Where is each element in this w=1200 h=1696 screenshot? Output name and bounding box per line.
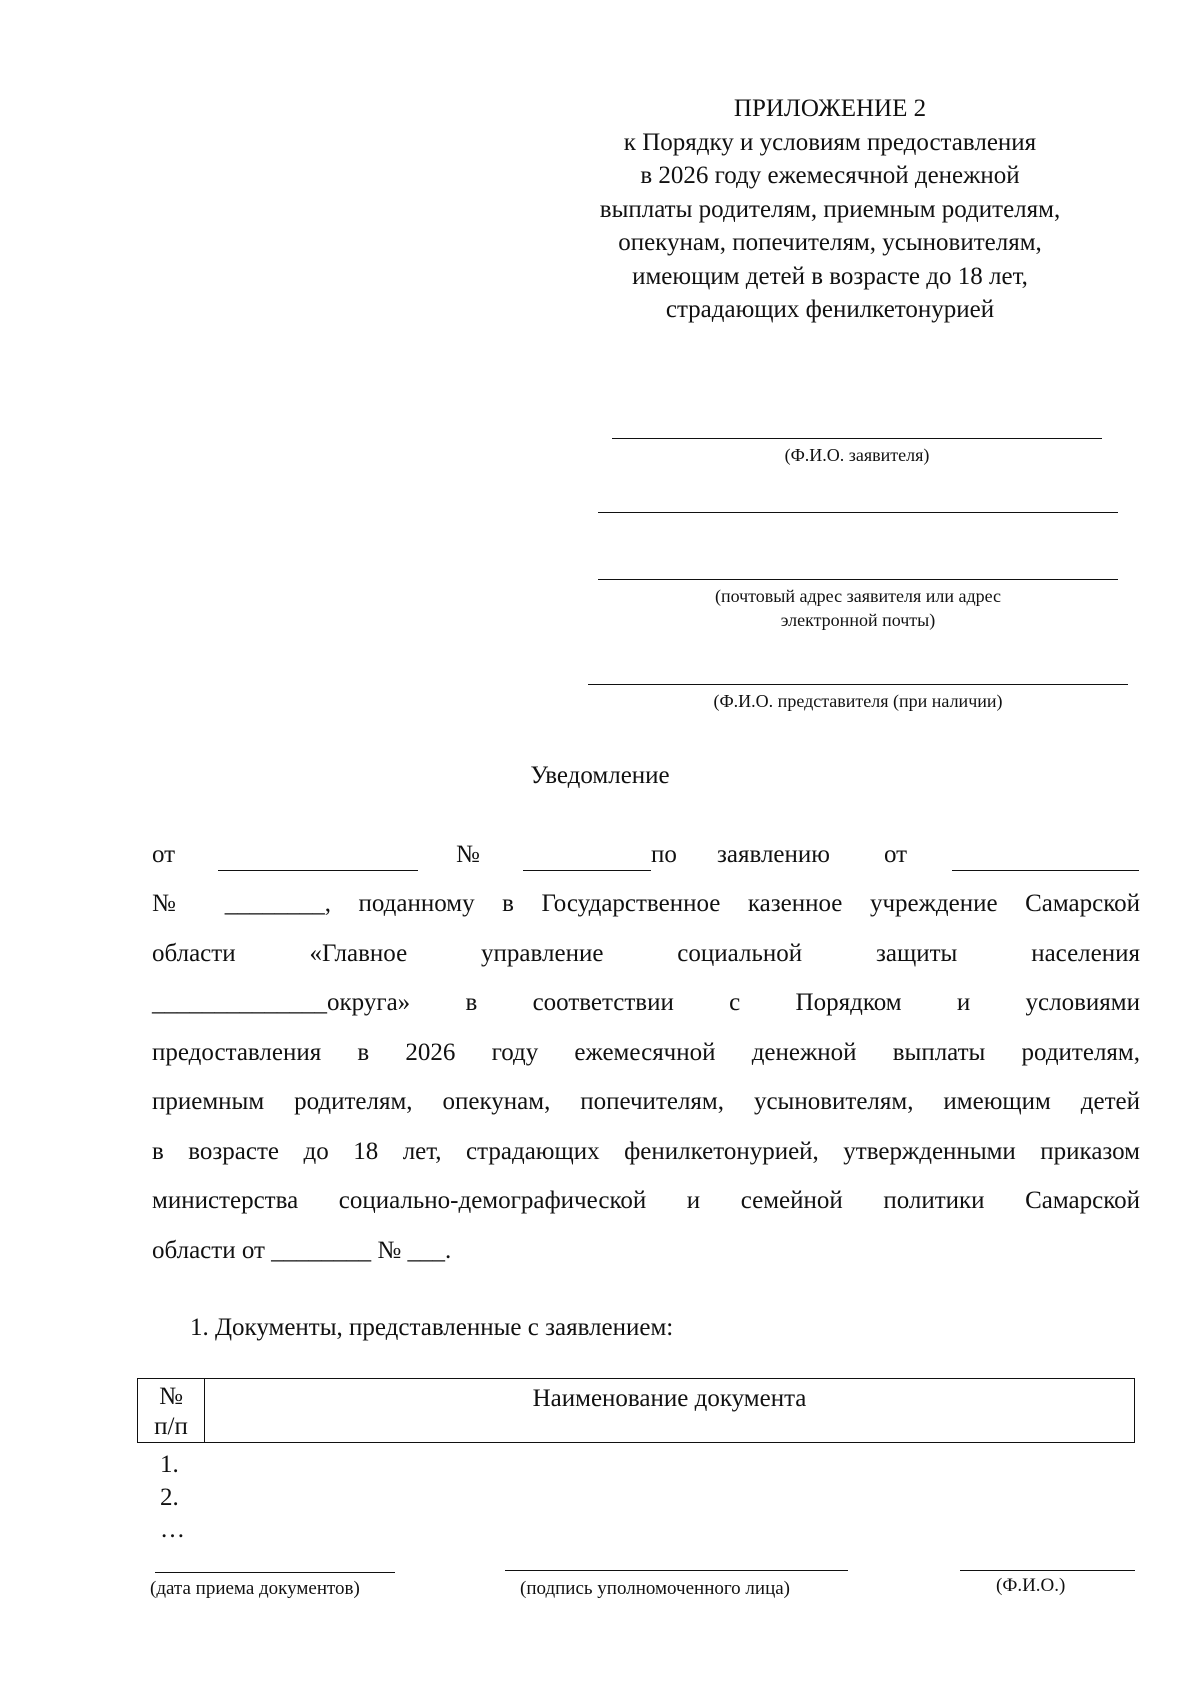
applicant-address-caption: (почтовый адрес заявителя или адрес электронной почты) [714,586,1002,630]
table-row: … [160,1516,185,1543]
table-row: 1. [160,1451,179,1478]
body-word: № [456,841,480,868]
appendix-line: к Порядку и условиям предоставления [623,128,1037,156]
applicant-fio-line[interactable] [612,438,1102,439]
applicant-fio-caption: (Ф.И.О. заявителя) [784,445,930,465]
body-line: предоставления в 2026 году ежемесячной денежной выплаты родителям, [152,1039,1140,1066]
documents-heading: 1. Документы, представленные с заявлением: [190,1314,674,1341]
application-date-blank[interactable] [952,870,1139,871]
appendix-line: опекунам, попечителям, усыновителям, [618,229,1042,256]
body-word: от [884,841,908,868]
body-line: ______________округа» в соответствии с Порядком и условиями [152,989,1140,1016]
authorized-signature-line[interactable] [505,1570,848,1571]
applicant-address-line-2[interactable] [598,579,1118,580]
column-header-number: № п/п [138,1379,205,1443]
table-header-row [138,1379,1135,1443]
representative-fio-line[interactable] [588,684,1128,685]
body-line: приемным родителям, опекунам, попечителям, усыновителям, имеющим детей [152,1088,1140,1115]
column-header-document-name: Наименование документа [205,1379,1135,1443]
table-row: 2. [160,1484,179,1511]
appendix-line: выплаты родителям, приемным родителям, [599,195,1061,223]
documents-table [137,1378,1135,1443]
notice-title: Уведомление [530,762,670,789]
body-line: в возрасте до 18 лет, страдающих фенилкетонурией, утвержденными приказом [152,1138,1140,1165]
body-word: заявлению [717,841,830,868]
appendix-title: ПРИЛОЖЕНИЕ 2 [733,95,927,122]
representative-fio-caption: (Ф.И.О. представителя (при наличии) [713,691,1003,711]
date-signature-line[interactable] [155,1572,395,1573]
body-word: от [152,841,176,868]
fio-caption: (Ф.И.О.) [996,1575,1066,1596]
fio-signature-line[interactable] [960,1570,1135,1571]
date-caption: (дата приема документов) [150,1578,360,1599]
body-line: области «Главное управление социальной защиты населения [152,940,1140,967]
appendix-line: страдающих фенилкетонурией [665,296,995,323]
notice-number-blank[interactable] [523,870,651,871]
body-line: № ________, поданному в Государственное казенное учреждение Самарской [152,890,1140,917]
signature-caption: (подпись уполномоченного лица) [520,1578,791,1599]
appendix-line: имеющим детей в возрасте до 18 лет, [632,262,1028,290]
appendix-header [560,92,1100,327]
applicant-address-line-1[interactable] [598,512,1118,513]
notice-date-blank[interactable] [218,870,418,871]
appendix-line: в 2026 году ежемесячной денежной [640,162,1020,189]
body-line: области от ________ № ___. [152,1237,452,1264]
body-line: министерства социально-демографической и семейной политики Самарской [152,1187,1140,1214]
body-word: по [651,841,677,868]
